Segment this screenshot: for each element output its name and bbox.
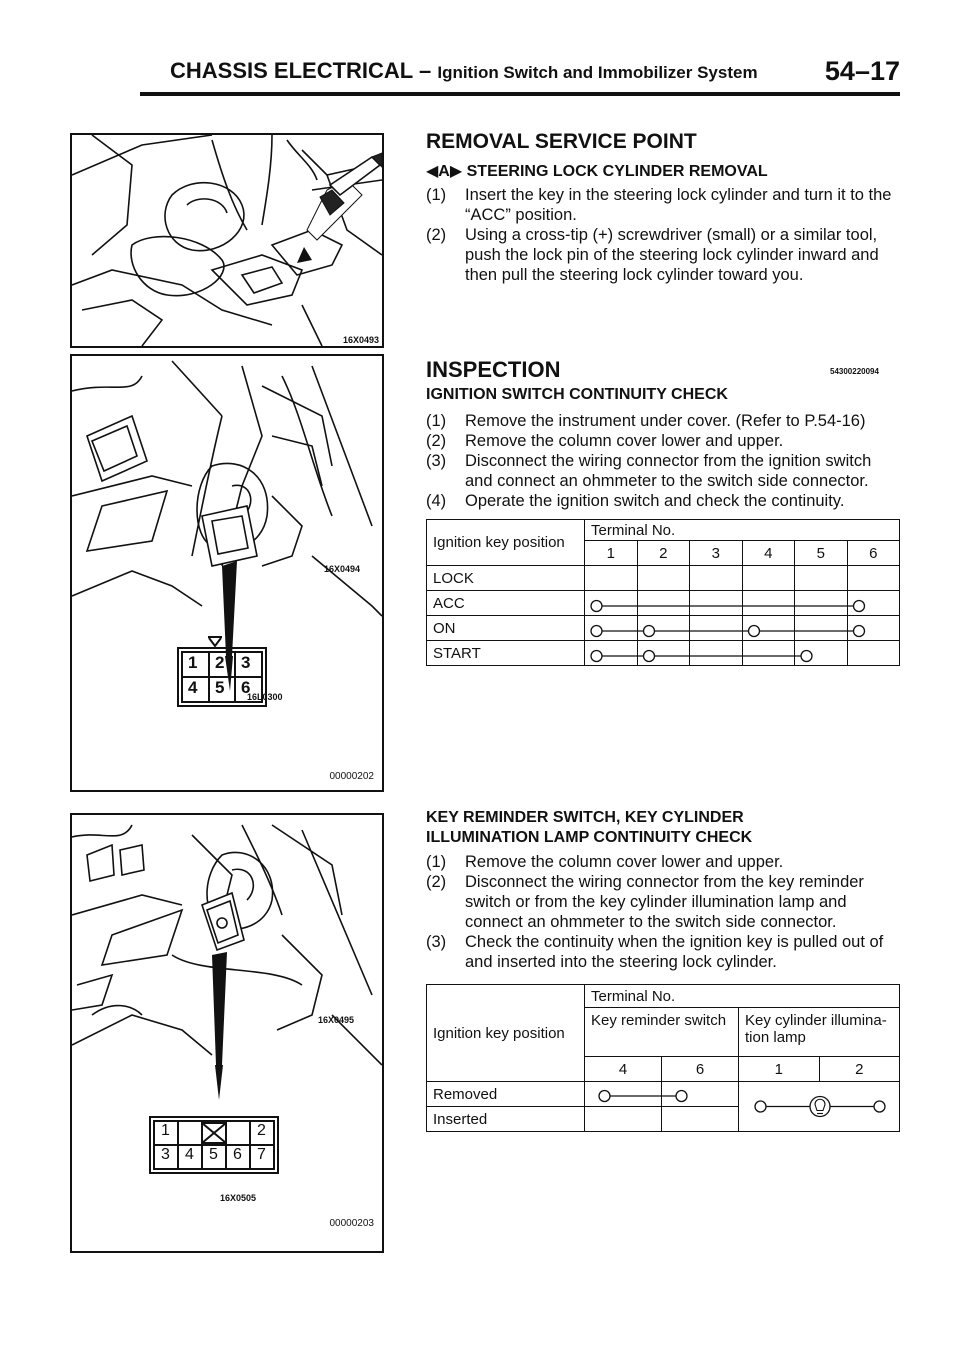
ignition-continuity-table [426,519,900,666]
connector-pin: 1 [161,1122,170,1139]
step-text: Remove the column cover lower and upper. [465,432,784,450]
step-number: (2) [426,226,447,244]
list-item [426,451,900,491]
figure-code: 16X0495 [318,1015,355,1025]
page-number: 54–17 [824,56,900,86]
step-text: Disconnect the wiring connector from the key reminder switch or from the key cylinder illumination lamp and connect an ohmmeter to the switch side connector. [465,873,864,931]
list-item [426,431,900,451]
step-number: (1) [426,412,447,430]
terminal-header: Terminal No. [585,520,900,541]
figure-key-reminder-connector [70,813,384,1253]
figure-steering-lock-removal [70,133,384,348]
table-row [427,591,900,616]
connector-pin: 1 [188,653,198,672]
table-header-row [427,520,900,541]
table-row [427,1082,900,1107]
step-number: (3) [426,933,447,951]
removal-subheading-text: STEERING LOCK CYLINDER REMOVAL [466,163,768,180]
connector-pin: 7 [257,1146,266,1163]
key-reminder-switch-header: Key reminder switch [585,1008,739,1057]
page-header [140,56,900,96]
terminal-number: 6 [662,1057,739,1082]
step-number: (2) [426,432,447,450]
removal-marker: ◀A▶ [426,163,463,180]
removal-heading: REMOVAL SERVICE POINT [426,130,697,153]
key-reminder-continuity-table [426,984,900,1132]
table-row [427,641,900,666]
connector-pin: 2 [257,1122,266,1139]
inspection-subheading: IGNITION SWITCH CONTINUITY CHECK [426,386,728,403]
table-row [427,616,900,641]
steering-lock-illustration [72,135,382,346]
step-text: Remove the instrument under cover. (Refer to P.54-16) [465,412,866,430]
connector-pin: 3 [241,653,251,672]
header-title [170,58,758,84]
list-item [426,872,900,932]
step-text: Check the continuity when the ignition key is pulled out of and inserted into the steering lock cylinder. [465,933,884,971]
terminal-number: 1 [739,1057,819,1082]
table-row [427,566,900,591]
inspection-heading: INSPECTION [426,357,561,382]
step-number: (3) [426,452,447,470]
step-text: Operate the ignition switch and check the continuity. [465,492,845,510]
terminal-number: 4 [742,541,795,566]
step-text: Remove the column cover lower and upper. [465,853,784,871]
connector-pin: 3 [161,1146,170,1163]
list-item [426,185,900,225]
figure-code: 16X0494 [324,564,361,574]
list-item [426,411,900,431]
connector-code: 16X0505 [220,1193,257,1203]
inspection-code: 54300220094 [830,367,879,376]
terminal-number: 2 [819,1057,900,1082]
connector-pin: 4 [185,1146,194,1163]
header-section: CHASSIS ELECTRICAL [170,58,413,83]
step-text: Disconnect the wiring connector from the ignition switch and connect an ohmmeter to the switch side connector. [465,452,872,490]
step-number: (1) [426,853,447,871]
figure-code: 16X0493 [342,335,379,345]
row-label: LOCK [427,566,585,591]
lamp-header-line2: tion lamp [745,1029,806,1046]
step-text: Using a cross-tip (+) screwdriver (small) or a similar tool, push the lock pin of the steering lock cylinder inward and then pull the steering lock cylinder toward you. [465,226,879,284]
connector-pin: 5 [209,1146,218,1163]
figure-footer-code: 00000203 [329,1218,374,1229]
terminal-number: 1 [585,541,638,566]
key-position-header: Ignition key position [427,985,585,1082]
connector-pin: 4 [188,678,198,697]
terminal-number: 6 [847,541,900,566]
step-number: (2) [426,873,447,891]
step-text: Insert the key in the steering lock cylinder and turn it to the “ACC” position. [465,186,892,224]
key-reminder-heading-line2: ILLUMINATION LAMP CONTINUITY CHECK [426,829,753,846]
removal-subheading [426,161,768,181]
list-item [426,225,900,285]
removal-steps [426,185,900,285]
row-label: ON [427,616,585,641]
terminal-number: 3 [690,541,743,566]
step-number: (4) [426,492,447,510]
key-position-header: Ignition key position [427,520,585,566]
connector-pin: 5 [215,678,225,697]
row-label: Inserted [427,1107,585,1132]
figure-footer-code: 00000202 [329,771,374,782]
step-number: (1) [426,186,447,204]
key-reminder-heading-line1: KEY REMINDER SWITCH, KEY CYLINDER [426,809,744,826]
row-label: ACC [427,591,585,616]
connector-pin: 2 [215,653,225,672]
terminal-header: Terminal No. [585,985,900,1008]
list-item [426,852,900,872]
figure-ignition-switch-connector [70,354,384,792]
row-label: START [427,641,585,666]
table-header-row [427,985,900,1008]
connector-code: 16L0300 [247,692,283,702]
key-reminder-steps [426,852,900,972]
key-cylinder-lamp-header [739,1008,900,1057]
list-item [426,491,900,511]
row-label: Removed [427,1082,585,1107]
lamp-header-line1: Key cylinder illumina- [745,1012,887,1029]
list-item [426,932,900,972]
connector-pin: 6 [233,1146,242,1163]
key-reminder-illustration [72,815,382,1251]
terminal-number: 4 [585,1057,662,1082]
header-subsection: Ignition Switch and Immobilizer System [437,63,758,82]
inspection-steps [426,411,900,511]
terminal-number: 2 [637,541,690,566]
key-reminder-heading [426,808,752,848]
connector-pin: 6 [241,678,251,697]
header-dash: – [418,58,432,83]
terminal-number: 5 [795,541,848,566]
